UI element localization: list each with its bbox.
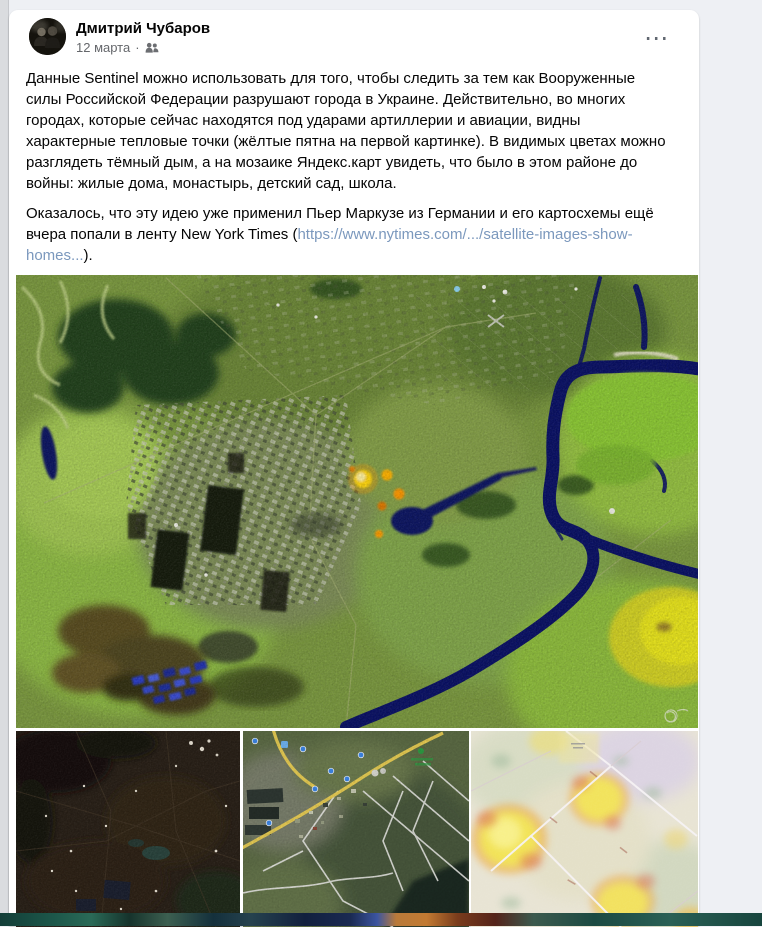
paragraph-2-closing: ). [83, 247, 93, 264]
main-satellite-photo[interactable] [16, 275, 698, 728]
post-text-paragraph-2 [26, 203, 666, 266]
avatar[interactable] [29, 18, 66, 55]
friends-icon [145, 42, 159, 54]
photo-yandex-map[interactable] [243, 731, 469, 927]
cropped-image-strip [0, 913, 762, 926]
left-gutter [0, 0, 9, 926]
meta-separator: · [135, 40, 140, 55]
photo-truecolor-satellite[interactable] [16, 731, 240, 927]
post-meta-row [76, 40, 636, 55]
photo-thermal-overlay[interactable] [471, 731, 698, 927]
photo-thumbnails-row [16, 731, 699, 927]
more-options-button[interactable]: ⋯ [644, 25, 669, 52]
post-header [9, 10, 699, 59]
avatar-photo [29, 18, 66, 55]
paragraph-2-text: Оказалось, что эту идею уже применил Пьер Маркузе из Германии и его картосхемы ещё вчера попали в ленту New York Times ( [26, 205, 654, 243]
post-text-paragraph-1: Данные Sentinel можно использовать для того, чтобы следить за тем как Вооруженные силы Российской Федерации разрушают города в Украине. Действительно, во многих городах, которые сейчас находятся под ударами артиллерии и авиации, видны характерные тепловые точки (жёлтые пятна на первой картинке). В видимых цветах можно разглядеть тёмный дым, а на мозаике Яндекс.карт увидеть, что было в этом районе до войны: жилые дома, монастырь, детский сад, школа. [26, 70, 666, 192]
author-name[interactable]: Дмитрий Чубаров [76, 20, 211, 37]
post-date[interactable]: 12 марта [76, 40, 131, 55]
post-card [9, 10, 699, 926]
post-body [9, 59, 699, 266]
post-header-meta [76, 18, 636, 55]
nytimes-link[interactable]: https://www.nytimes.com/.../satellite-images-show-homes... [26, 226, 633, 264]
